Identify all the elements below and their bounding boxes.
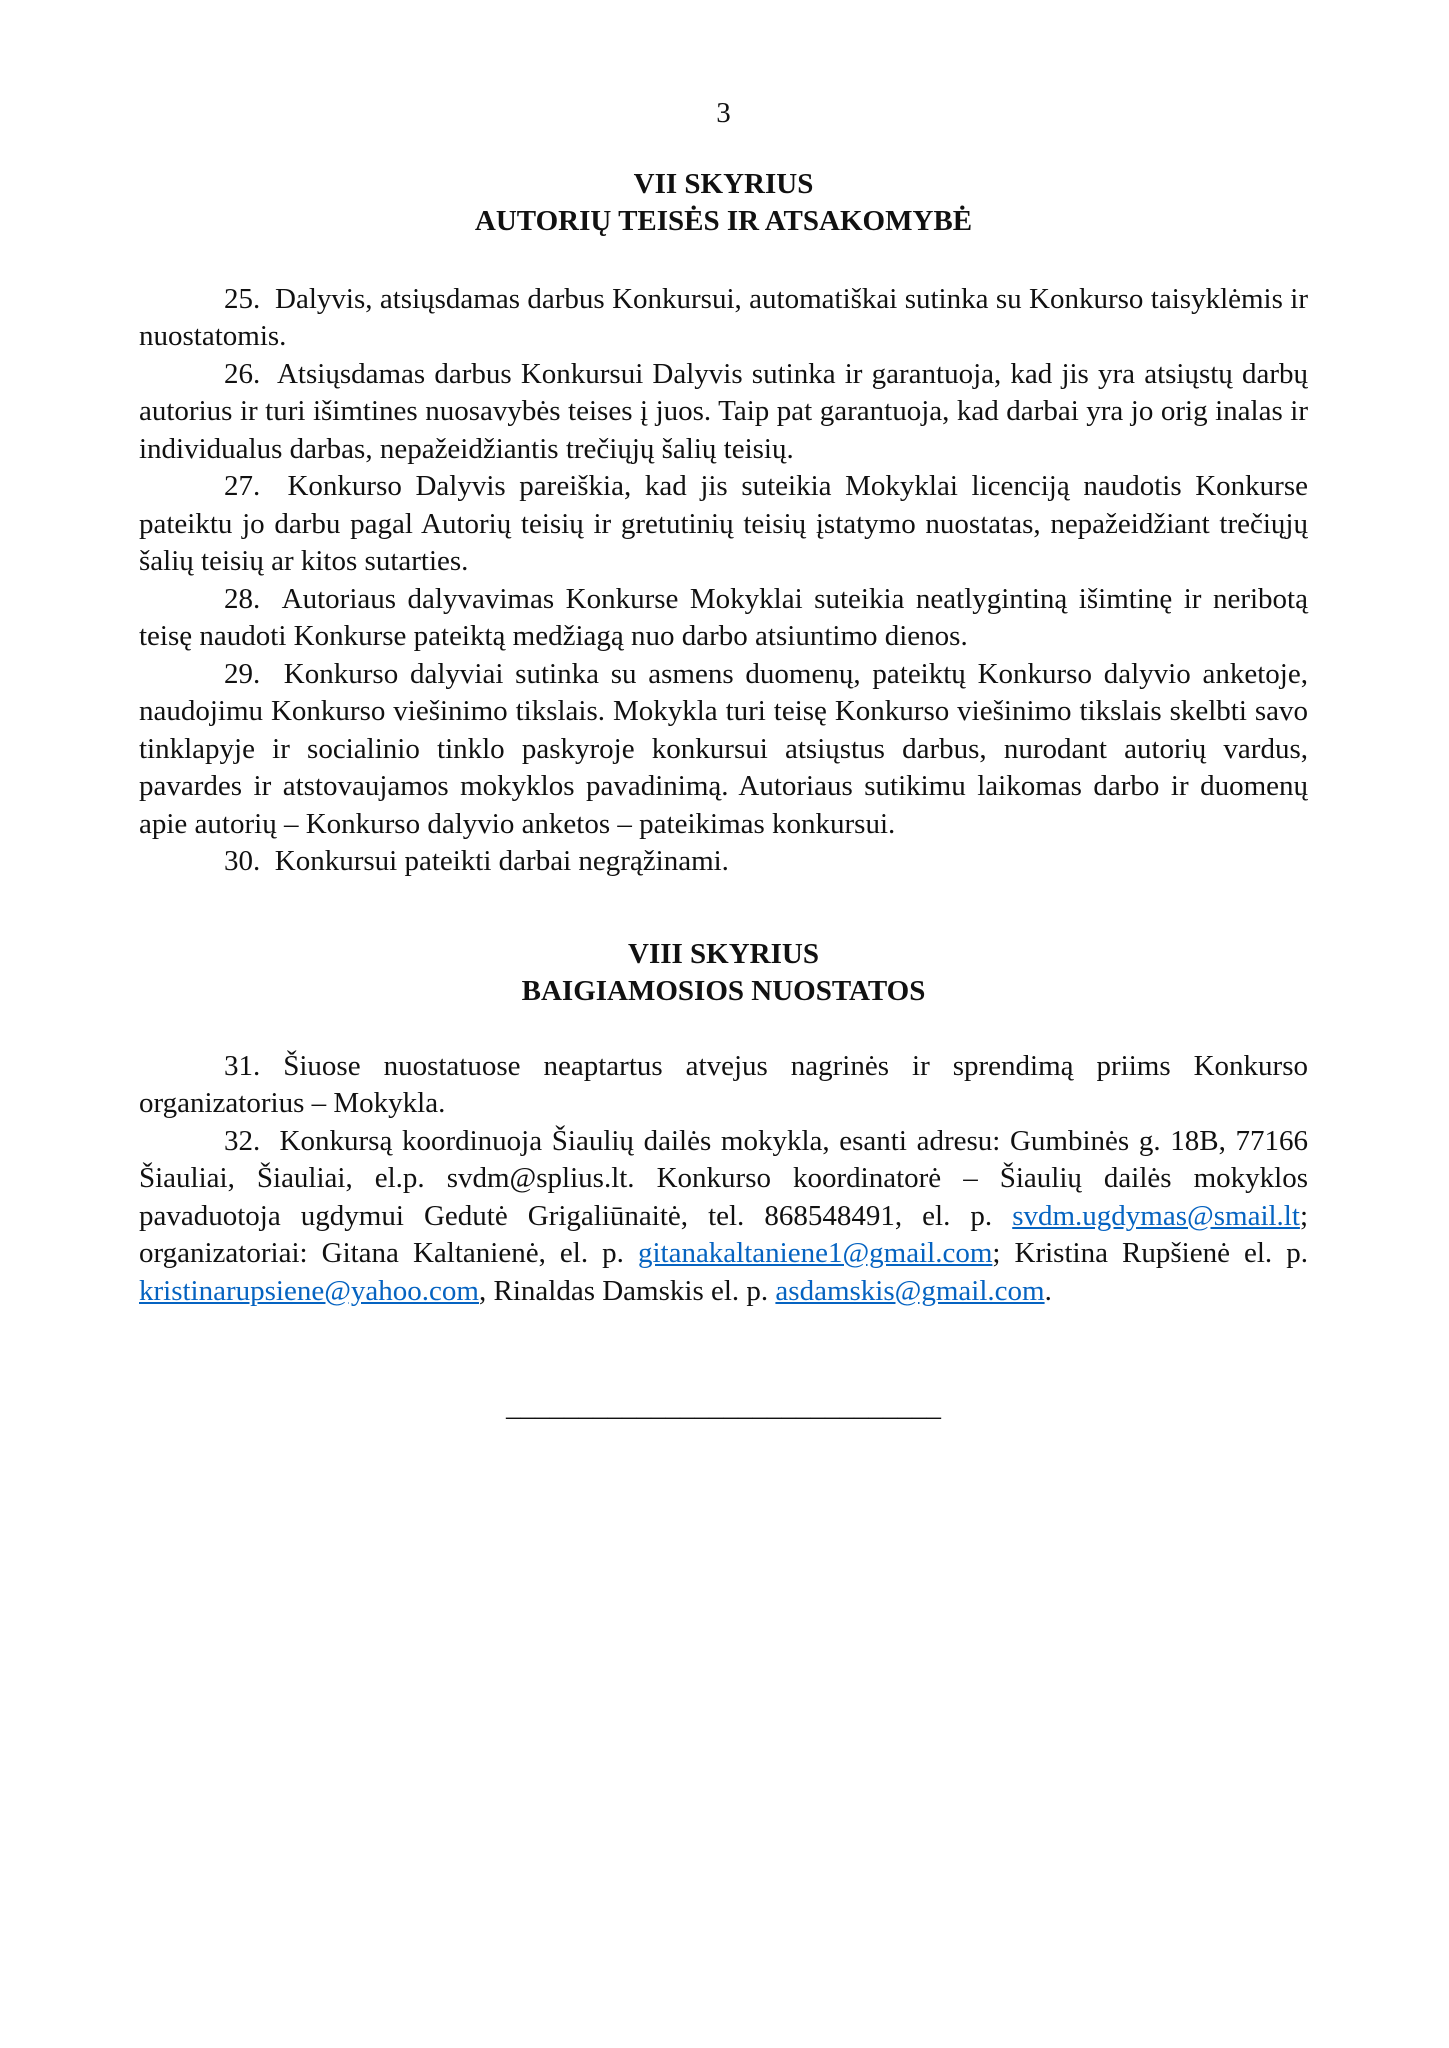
signature-divider: –––––––––––––––––––––––––––––– — [506, 1400, 941, 1432]
email-link-asdamskis[interactable]: asdamskis@gmail.com — [775, 1274, 1045, 1307]
paragraph-30: 30. Konkursui pateikti darbai negrąžinami. — [224, 845, 729, 877]
section-vii-body — [139, 281, 1308, 881]
paragraph-29: 29. Konkurso dalyviai sutinka su asmens duomenų, pateiktų Konkurso dalyvio anketoje, naudojimu Konkurso viešinimo tikslais. Mokykla turi teisę Konkurso viešinimo tikslais skelbti savo tinklapyje ir socialinio tinklo paskyroje konkursui atsiųstus darbus, nurodant autorių vardus, pavardes ir atstovaujamos mokyklos pavadinimą. Autoriaus sutikimu laikomas darbo ir duomenų apie autorių – Konkurso dalyvio anketos – pateikimas konkursui. — [139, 657, 1308, 840]
email-link-svdm-ugdymas[interactable]: svdm.ugdymas@smail.lt — [1012, 1199, 1300, 1232]
paragraph-32-text: 32. Konkursą koordinuoja Šiaulių dailės mokykla, esanti adresu: Gumbinės g. 18B, 77166 Šiauliai, Šiauliai, el.p. svdm@splius.lt. Konkurso koordinatorė – Šiaulių dailės mokyklos pavaduotoja ugdymui Gedutė Grigaliūnaitė, tel. 868548491, el. p. — [139, 1124, 1308, 1232]
paragraph-32-text: , Rinaldas Damskis el. p. — [479, 1274, 776, 1307]
email-link-gitanakaltaniene[interactable]: gitanakaltaniene1@gmail.com — [637, 1237, 993, 1269]
section-viii-body — [139, 1048, 1308, 1311]
section-viii-heading-line1: VIII SKYRIUS — [628, 937, 819, 970]
section-viii-heading-line2: BAIGIAMOSIOS NUOSTATOS — [521, 975, 926, 1007]
page-number: 3 — [716, 97, 731, 129]
paragraph-25: 25. Dalyvis, atsiųsdamas darbus Konkursui, automatiškai sutinka su Konkurso taisyklėmis ir nuostatomis. — [139, 282, 1308, 352]
email-link-kristinarupsiene[interactable]: kristinarupsiene@yahoo.com — [139, 1274, 479, 1307]
section-vii-heading-line2: AUTORIŲ TEISĖS IR ATSAKOMYBĖ — [474, 205, 973, 237]
paragraph-32 — [139, 1123, 1308, 1311]
paragraph-32-text: ; organizatoriai: Gitana Kaltanienė, el. p. — [139, 1199, 1308, 1269]
paragraph-28: 28. Autoriaus dalyvavimas Konkurse Mokyklai suteikia neatlygintiną išimtinę ir neribotą teisę naudoti Konkurse pateiktą medžiagą nuo darbo atsiuntimo dienos. — [139, 582, 1308, 652]
paragraph-27: 27. Konkurso Dalyvis pareiškia, kad jis suteikia Mokyklai licenciją naudotis Konkurse pateiktu jo darbu pagal Autorių teisių ir gretutinių teisių įstatymo nuostatas, nepažeidžiant trečiųjų šalių teisių ar kitos sutarties. — [139, 470, 1308, 577]
paragraph-31: 31. Šiuose nuostatuose neaptartus atvejus nagrinės ir sprendimą priims Konkurso organizatorius – Mokykla. — [139, 1049, 1308, 1119]
paragraph-26: 26. Atsiųsdamas darbus Konkursui Dalyvis sutinka ir garantuoja, kad jis yra atsiųstų darbų autorius ir turi išimtines nuosavybės teises į juos. Taip pat garantuoja, kad darbai yra jo orig inalas ir individualus darbas, nepažeidžiantis trečiųjų šalių teisių. — [139, 357, 1308, 465]
paragraph-32-text: . — [1044, 1274, 1052, 1307]
section-vii-heading-line1: VII SKYRIUS — [633, 167, 814, 200]
paragraph-32-text: ; Kristina Rupšienė el. p. — [992, 1237, 1308, 1269]
section-viii-heading — [139, 936, 1308, 1011]
section-vii-heading — [139, 166, 1308, 241]
